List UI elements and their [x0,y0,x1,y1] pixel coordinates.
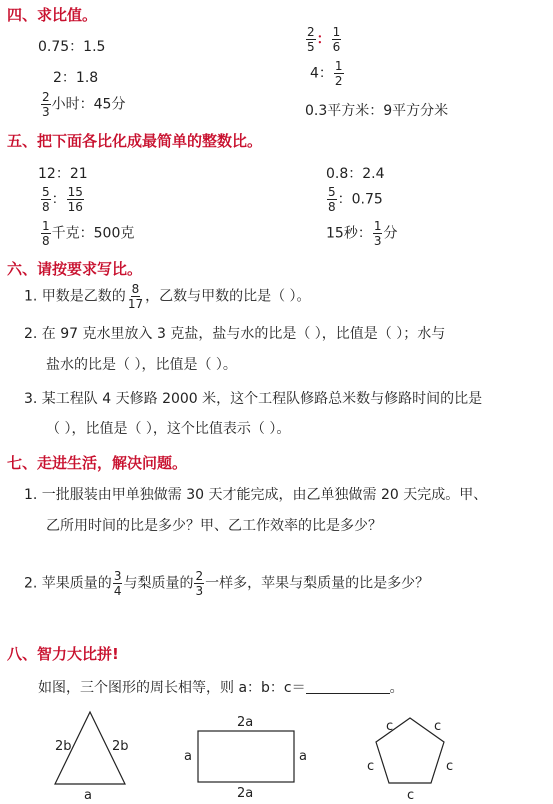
pentagon-label-2: c [434,719,442,734]
s5-r3a: $\frac{1}{8}$ 千克：500克 [42,219,135,248]
section-8-title: 八、智力大比拼! [7,645,119,663]
rectangle-shape [198,731,294,782]
s4-r1a: 0.75：1.5 [38,39,106,55]
s6-q3-line1: 3. 某工程队 4 天修路 2000 米，这个工程队修路总米数与修路时间的比是 [24,391,483,407]
s7-q2: 2. 苹果质量的 $\frac{3}{4}$ 与梨质量的 $\frac{2}{3}$ 一样多，苹果与梨质量的比是多少？ [24,569,430,598]
pentagon-label-1: c [386,719,394,734]
s4-r3a: $\frac{2}{3}$ 小时：45分 [42,90,126,119]
s4-r3b: 0.3平方米：9平方分米 [305,103,449,119]
figures [0,700,553,804]
s7-q1-line1: 1. 一批服装由甲单独做需 30 天才能完成，由乙单独做需 20 天完成。甲、 [24,487,488,503]
s6-q2-line1: 2. 在 97 克水里放入 3 克盐，盐与水的比是（ ），比值是（ ）；水与 [24,326,446,342]
s4-r1b: $\frac{2}{5}$ ： $\frac{1}{6}$ [307,25,341,54]
rectangle-top-label: 2a [237,715,254,730]
s5-r2b: $\frac{5}{8}$ ：0.75 [328,185,383,214]
triangle-bottom-label: a [84,788,92,803]
s5-r2a: $\frac{5}{8}$ ： $\frac{15}{16}$ [42,185,83,214]
pentagon-figure [367,718,453,803]
rectangle-bottom-label: 2a [237,786,254,801]
triangle-left-label: 2b [55,739,72,754]
section-6-title: 六、请按要求写比。 [7,260,143,278]
s5-r1b: 0.8：2.4 [326,166,385,182]
pentagon-label-5: c [407,788,415,803]
section-5-title: 五、把下面各比化成最简单的整数比。 [7,132,263,150]
s6-q2-line2: 盐水的比是（ ），比值是（ ）。 [46,357,237,373]
s5-r1a: 12：21 [38,166,88,182]
s4-r2a: 2：1.8 [53,70,99,86]
s6-q1: 1. 甲数是乙数的 $\frac{8}{17}$ ，乙数与甲数的比是（ ）。 [24,282,311,311]
s7-q1-line2: 乙所用时间的比是多少？甲、乙工作效率的比是多少？ [46,518,382,534]
rectangle-left-label: a [184,749,192,764]
s6-q3-line2: （ ），比值是（ ），这个比值表示（ ）。 [46,421,291,437]
pentagon-label-3: c [367,759,375,774]
answer-blank[interactable] [306,679,390,694]
s5-r3b: 15秒： $\frac{1}{3}$ 分 [326,219,398,248]
s4-r2b: 4： $\frac{1}{2}$ [310,59,343,88]
rectangle-figure [184,715,307,801]
section-4-title: 四、求比值。 [7,6,98,24]
section-7-title: 七、走进生活，解决问题。 [7,454,188,472]
pentagon-label-4: c [446,759,454,774]
rectangle-right-label: a [299,749,307,764]
triangle-right-label: 2b [112,739,129,754]
s8-description: 如图，三个图形的周长相等，则 a：b：c＝ 。 [38,680,404,696]
triangle-figure [55,712,129,803]
